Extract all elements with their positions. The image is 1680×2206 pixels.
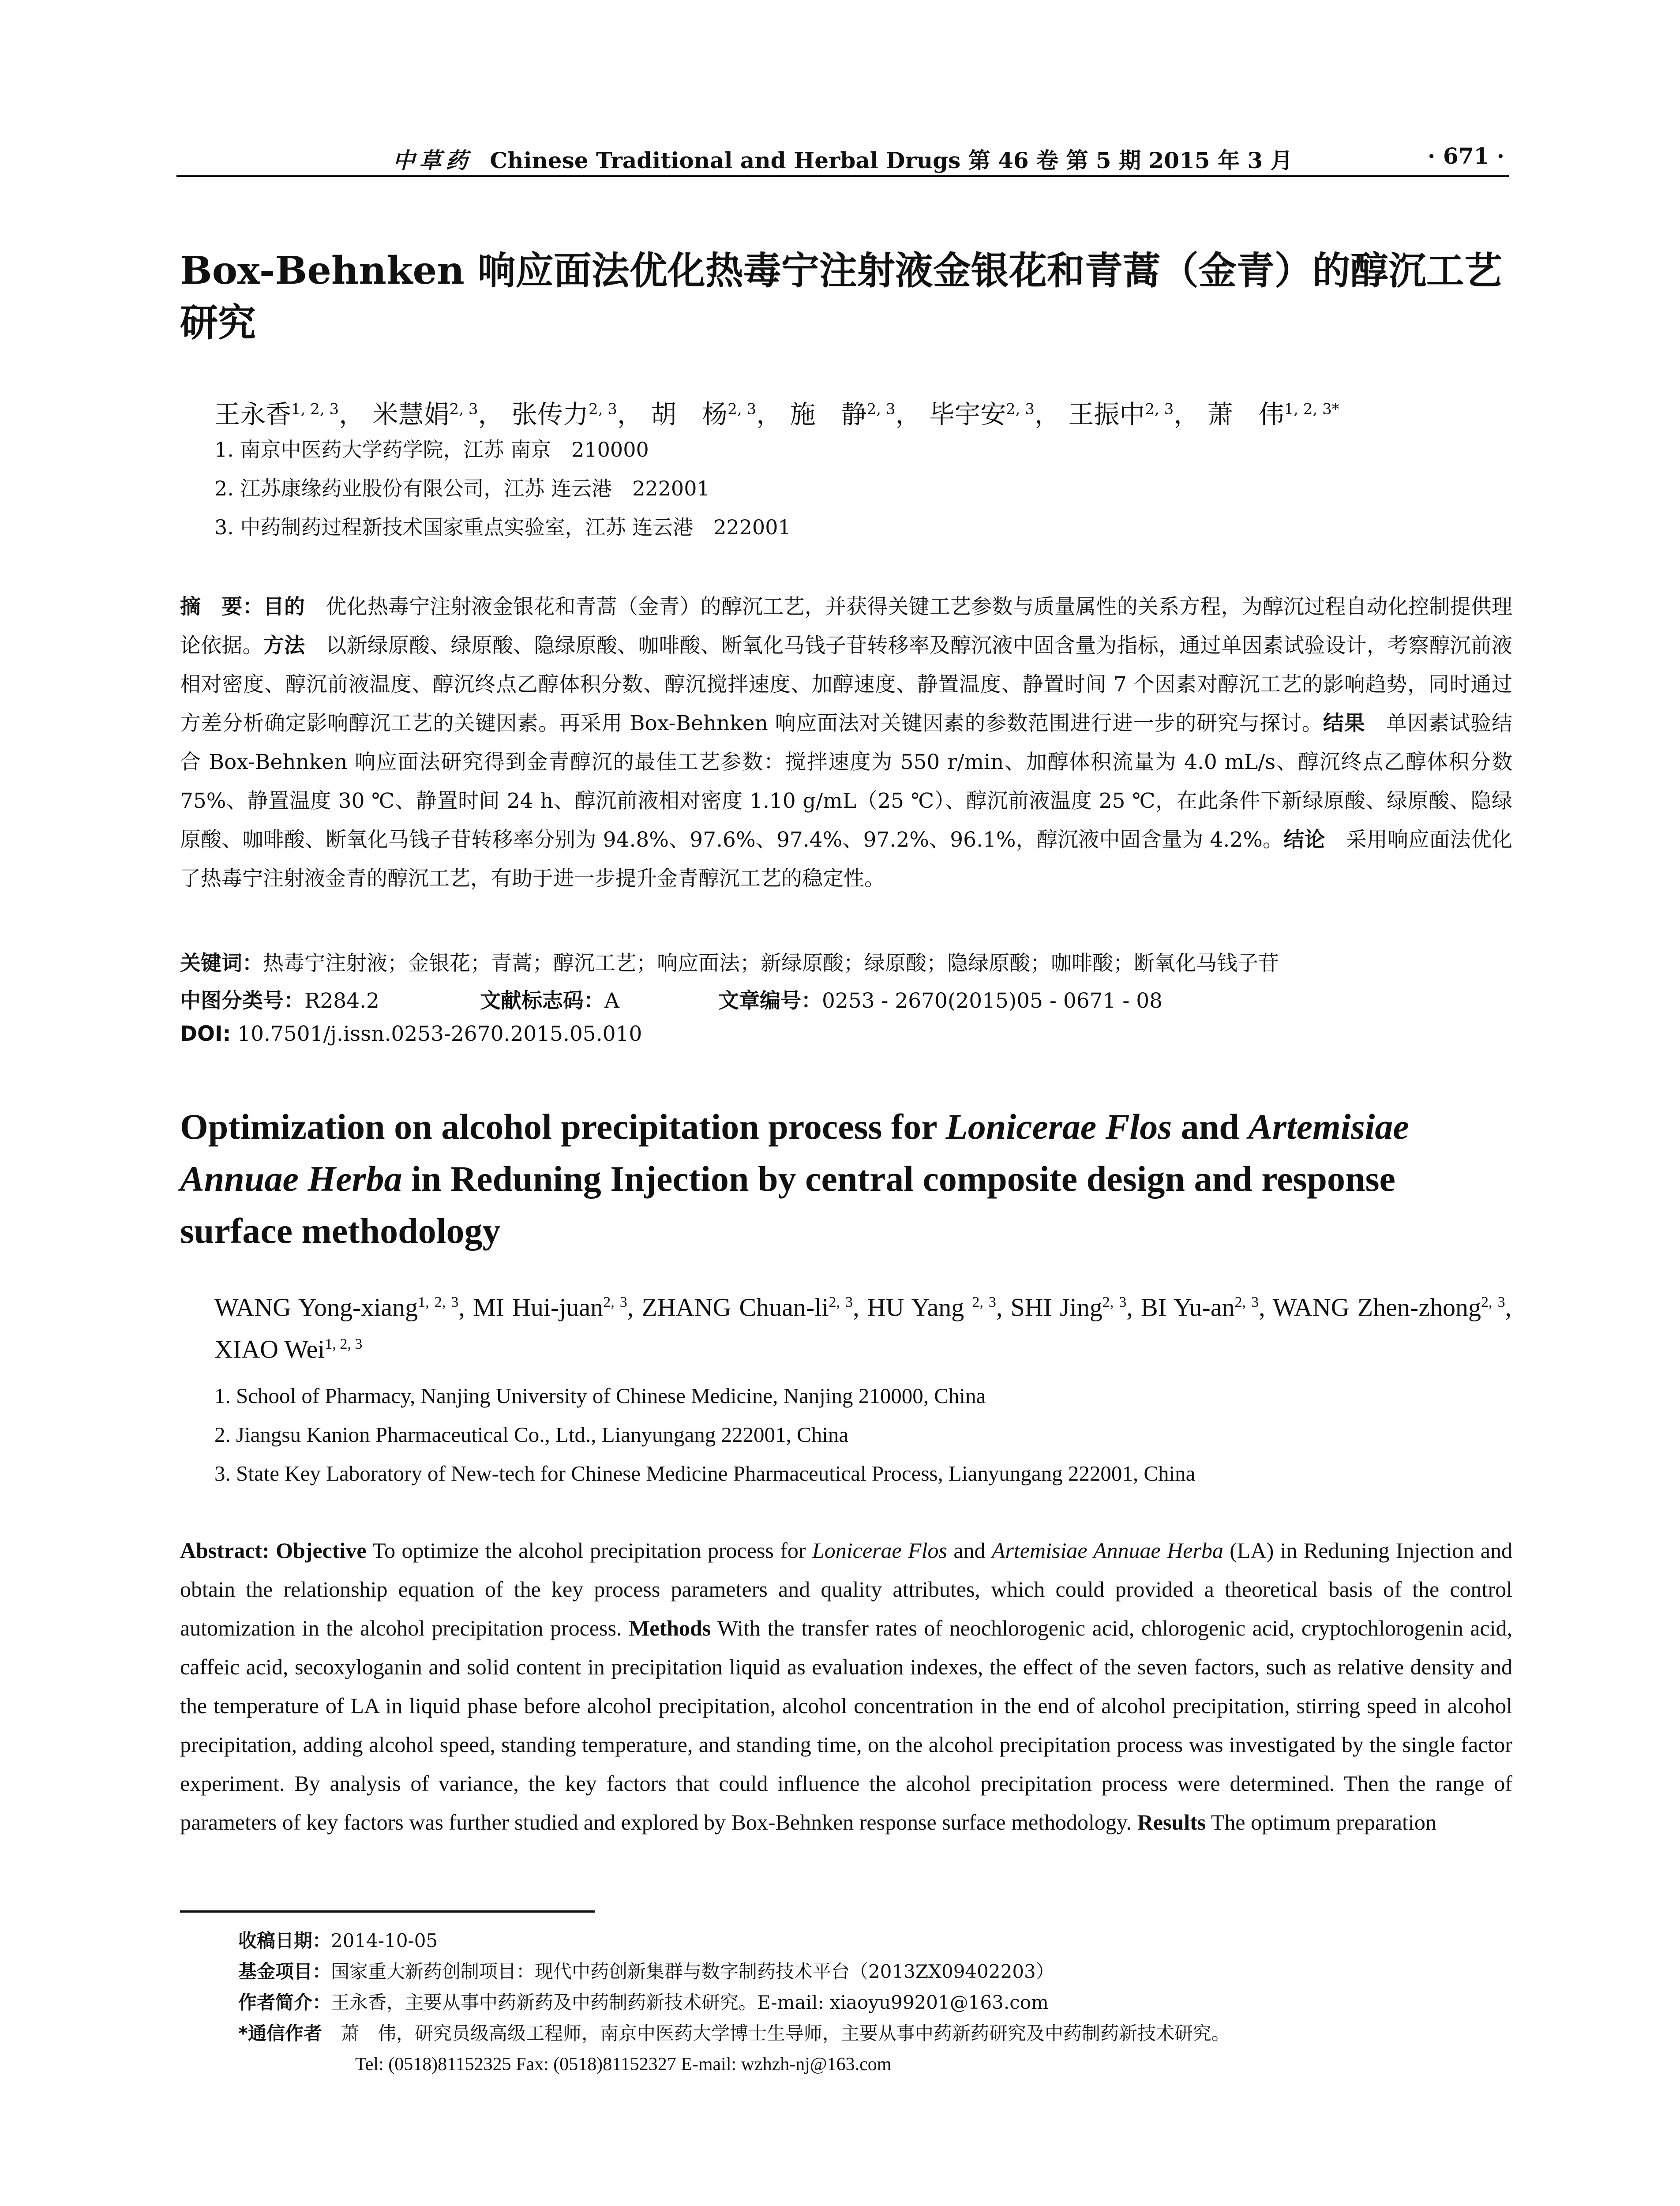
author-name: 王永香 — [214, 399, 292, 429]
footnote-text: 萧 伟，研究员级高级工程师，南京中医药大学博士生导师，主要从事中药新药研究及中药制药新技术研究。 — [322, 2022, 1230, 2044]
abstract-en-text: and — [947, 1538, 992, 1563]
abstract-en-species: Lonicerae Flos — [812, 1538, 947, 1563]
author-affil: 2, 3 — [829, 1294, 853, 1310]
author-affil: 2, 3 — [972, 1294, 996, 1310]
author-affil: 2, 3 — [1234, 1294, 1259, 1310]
journal-info — [176, 143, 1509, 175]
author-name: WANG Zhen-zhong — [1272, 1293, 1481, 1322]
results-en-text: The optimum preparation — [1206, 1810, 1436, 1835]
affiliations-chinese — [214, 430, 791, 547]
author-affil: 2, 3 — [449, 400, 478, 418]
objective-label: 目的 — [263, 595, 305, 619]
footnote-corresponding — [238, 2018, 1230, 2049]
abstract-chinese — [180, 588, 1512, 898]
journal-citation: Chinese Traditional and Herbal Drugs 第 46 卷 第 5 期 2015 年 3 月 — [490, 147, 1293, 173]
author-name: 毕宇安 — [929, 399, 1006, 429]
affiliation-item: 3. 中药制药过程新技术国家重点实验室，江苏 连云港 222001 — [214, 515, 791, 539]
footnote-contact: Tel: (0518)81152325 Fax: (0518)81152327 E-mail: wzhzh-nj@163.com — [355, 2054, 892, 2075]
author-affil: 2, 3 — [866, 400, 896, 418]
methods-en-label: Methods — [629, 1616, 711, 1640]
affiliation-item: 1. School of Pharmacy, Nanjing University of Chinese Medicine, Nanjing 210000, China — [214, 1384, 986, 1408]
title-en-part: Optimization on alcohol precipitation process for — [180, 1107, 946, 1147]
author-affil: 2, 3 — [1481, 1294, 1505, 1310]
article-number-group — [718, 984, 1162, 1014]
title-en-species: Artemisiae Annuae Herba — [180, 1107, 1409, 1199]
author-name: ZHANG Chuan-li — [641, 1293, 829, 1322]
clc-label: 中图分类号： — [180, 989, 304, 1013]
doi-value: 10.7501/j.issn.0253-2670.2015.05.010 — [237, 1022, 642, 1046]
footnote-fund — [238, 1956, 1230, 1987]
affiliation-item: 1. 南京中医药大学药学院，江苏 南京 210000 — [214, 438, 649, 461]
doi-line — [180, 1022, 642, 1046]
title-chinese: Box-Behnken 响应面法优化热毒宁注射液金银花和青蒿（金青）的醇沉工艺研究 — [180, 248, 1502, 345]
running-header — [176, 140, 1509, 177]
footnote-author — [238, 1987, 1230, 2018]
keywords-text: 热毒宁注射液；金银花；青蒿；醇沉工艺；响应面法；新绿原酸；绿原酸；隐绿原酸；咖啡酸；断氧化马钱子苷 — [263, 951, 1279, 975]
conclusion-label: 结论 — [1283, 828, 1325, 852]
clc-value: R284.2 — [304, 989, 379, 1013]
keywords-label: 关键词： — [180, 951, 263, 975]
abstract-en-label: Abstract: Objective — [180, 1538, 367, 1563]
journal-logo: 中草药 — [393, 147, 472, 173]
abstract-label: 摘 要： — [180, 595, 263, 619]
footnotes — [238, 1925, 1230, 2080]
footnote-text: 国家重大新药创制项目：现代中药创新集群与数字制药技术平台（2013ZX09402203） — [331, 1961, 1054, 1982]
author-affil: 2, 3 — [1102, 1294, 1127, 1310]
affiliations-english — [214, 1377, 1195, 1493]
conclusion-text: 采用响应面法优化了热毒宁注射液金青的醇沉工艺，有助于进一步提升金青醇沉工艺的稳定性。 — [180, 828, 1513, 891]
doc-code-label: 文献标志码： — [480, 989, 604, 1013]
article-number-label: 文章编号： — [718, 989, 822, 1013]
classification-line — [180, 984, 1162, 1014]
title-en-part: and — [1172, 1107, 1249, 1147]
footnote-received — [238, 1925, 1230, 1956]
doc-code-value: A — [604, 989, 619, 1013]
author-name: HU Yang — [867, 1293, 972, 1322]
footnote-text: 2014-10-05 — [331, 1930, 438, 1951]
affiliation-item: 2. Jiangsu Kanion Pharmaceutical Co., Ltd., Lianyungang 222001, China — [214, 1422, 849, 1447]
author-name: WANG Yong-xiang — [214, 1293, 418, 1322]
author-name: MI Hui-juan — [473, 1293, 604, 1322]
methods-label: 方法 — [263, 634, 305, 658]
author-name: XIAO Wei — [214, 1335, 325, 1364]
author-affil: 1, 2, 3 — [291, 400, 339, 418]
footnote-text: 王永香，主要从事中药新药及中药制药新技术研究。E-mail: xiaoyu99201@163.com — [331, 1992, 1049, 2013]
authors-chinese: 王永香$^{1, 2, 3}$， 米慧娟$^{2, 3}$， 张传力$^{2, 3}$， 胡 杨$^{2, 3}$， 施 静$^{2, 3}$， 毕宇安$^{2, 3}$， 王振中$^{2, 3}$， 萧 伟$^{1, 2, 3*}$ — [214, 399, 1339, 429]
author-affil: 2, 3 — [1005, 400, 1035, 418]
author-affil: 1, 2, 3 — [418, 1294, 459, 1310]
results-label: 结果 — [1323, 711, 1365, 735]
methods-text: 以新绿原酸、绿原酸、隐绿原酸、咖啡酸、断氧化马钱子苷转移率及醇沉液中固含量为指标，通过单因素试验设计，考察醇沉前液相对密度、醇沉前液温度、醇沉终点乙醇体积分数、醇沉搅拌速度、加醇速度、静置温度、静置时间 7 个因素对醇沉工艺的影响趋势，同时通过方差分析确定影响醇沉工艺的关键因素。再采用 Box-Behnken 响应面法对关键因素的参数范围进行进一步的研究与探讨。 — [180, 634, 1513, 735]
footnote-divider — [180, 1910, 595, 1913]
doi-label: DOI: — [180, 1022, 231, 1046]
footnote-label: 收稿日期： — [238, 1930, 331, 1951]
results-text: 单因素试验结合 Box-Behnken 响应面法研究得到金青醇沉的最佳工艺参数：搅拌速度为 550 r/min、加醇体积流量为 4.0 mL/s、醇沉终点乙醇体积分数 75%、静置温度 30 ℃、静置时间 24 h、醇沉前液相对密度 1.10 g/mL（25 ℃）、醇沉前液温度 25 ℃，在此条件下新绿原酸、绿原酸、隐绿原酸、咖啡酸、断氧化马钱子苷转移率分别为 94.8%、97.6%、97.4%、97.2%、96.1%，醇沉液中固含量为 4.2%。 — [180, 711, 1513, 852]
article-number-value: 0253 - 2670(2015)05 - 0671 - 08 — [822, 989, 1163, 1013]
author-affil: 2, 3 — [1145, 400, 1174, 418]
author-name: 米慧娟 — [372, 399, 450, 429]
title-en-species: Lonicerae Flos — [945, 1107, 1172, 1147]
abstract-en-text: To optimize the alcohol precipitation process for — [366, 1538, 812, 1563]
author-affil: 2, 3 — [728, 400, 757, 418]
author-name: 施 静 — [790, 399, 867, 429]
title-en-part: in Reduning Injection by central composite design and response surface methodology — [180, 1159, 1395, 1251]
author-affil: 1, 2, 3 — [325, 1336, 363, 1353]
author-name: 王振中 — [1068, 399, 1145, 429]
footnote-label: 作者简介： — [238, 1992, 331, 2013]
abstract-en-species: Artemisiae Annuae Herba — [991, 1538, 1223, 1563]
footnote-label: 基金项目： — [238, 1961, 331, 1982]
page-number: · 671 · — [1428, 143, 1504, 169]
author-name: 张传力 — [511, 399, 589, 429]
objective-text: 优化热毒宁注射液金银花和青蒿（金青）的醇沉工艺，并获得关键工艺参数与质量属性的关系方程，为醇沉过程自动化控制提供理论依据。 — [180, 595, 1513, 658]
author-name: BI Yu-an — [1141, 1293, 1235, 1322]
results-en-label: Results — [1137, 1810, 1206, 1835]
clc-group — [180, 984, 480, 1014]
author-affil: 2, 3 — [588, 400, 617, 418]
methods-en-text: With the transfer rates of neochlorogenic acid, chlorogenic acid, cryptochlorogenin acid, caffeic acid, secoxyloganin and solid content in precipitation liquid as evaluation indexes, the effect of the seven factors, such as relative density and the temperature of LA in liquid phase before alcohol precipitation, alcohol concentration in the end of alcohol precipitation, stirring speed in alcohol precipitation, adding alcohol speed, standing temperature, and standing time, on the alcohol precipitation process was investigated by the single factor experiment. By analysis of variance, the key factors that could influence the alcohol precipitation process were determined. Then the range of parameters of key factors was further studied and explored by Box-Behnken response surface methodology. — [180, 1616, 1512, 1835]
abstract-english — [180, 1531, 1512, 1842]
doc-code-group — [480, 984, 718, 1014]
title-english — [180, 1101, 1512, 1257]
author-affil: 1, 2, 3* — [1284, 400, 1339, 418]
author-name: 胡 杨 — [651, 399, 728, 429]
author-name: SHI Jing — [1010, 1293, 1102, 1322]
footnote-label: *通信作者 — [238, 2022, 322, 2044]
keywords-chinese — [180, 947, 1279, 976]
authors-english: WANG Yong-xiang$^{1, 2, 3}$, MI Hui-juan$^{2, 3}$, ZHANG Chuan-li$^{2, 3}$, HU Yang $^{2, 3}$, SHI Jing$^{2, 3}$, BI Yu-an$^{2, 3}$, WANG Zhen-zhong$^{2, 3}$, XIAO Wei$^{1, 2, 3}$ — [214, 1293, 1512, 1364]
affiliation-item: 2. 江苏康缘药业股份有限公司，江苏 连云港 222001 — [214, 476, 710, 500]
affiliation-item: 3. State Key Laboratory of New-tech for Chinese Medicine Pharmaceutical Process, Lianyungang 222001, China — [214, 1461, 1196, 1486]
author-name: 萧 伟 — [1207, 399, 1284, 429]
abstract-en-text: (LA) in Reduning Injection and obtain the relationship equation of the key process parameters and quality attributes, which could provided a theoretical basis of the control automization in the alcohol precipitation process. — [180, 1538, 1512, 1640]
author-affil: 2, 3 — [603, 1294, 627, 1310]
